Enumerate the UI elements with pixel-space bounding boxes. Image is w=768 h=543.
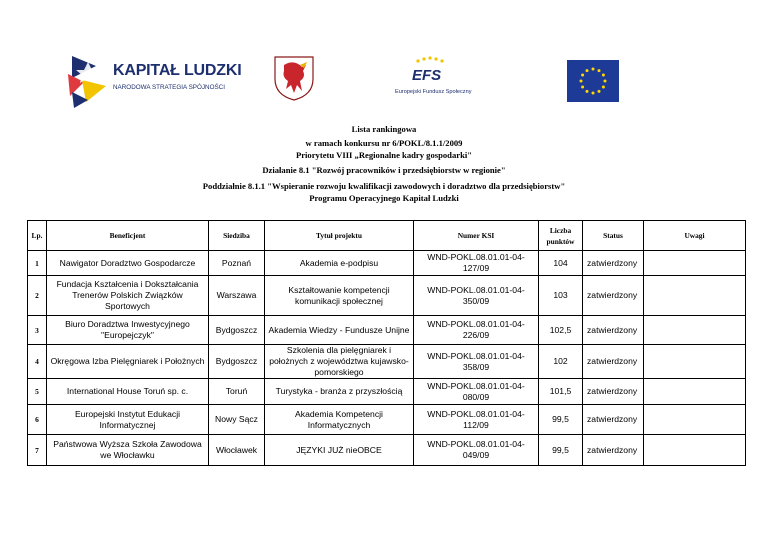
cell-lp: 3 [28,316,47,345]
col-header-lp: Lp. [28,221,47,251]
header-action: Działanie 8.1 "Rozwój pracowników i przedsiębiorstw w regionie" [262,165,506,175]
cell-tytul: Kształtowanie kompetencji komunikacji społecznej [265,276,414,316]
col-header-ksi: Numer KSI [414,221,539,251]
cell-beneficjent: Fundacja Kształcenia i Dokształcania Trenerów Polskich Związków Sportowych [47,276,209,316]
cell-tytul: JĘZYKI JUŻ nieOBCE [265,435,414,466]
cell-uwagi [644,405,746,435]
cell-uwagi [644,435,746,466]
header-competition: w ramach konkursu nr 6/POKL/8.1.1/2009 [305,138,463,148]
cell-status: zatwierdzony [583,379,644,405]
cell-status: zatwierdzony [583,435,644,466]
cell-beneficjent: Okręgowa Izba Pielęgniarek i Położnych [47,345,209,379]
cell-status: zatwierdzony [583,316,644,345]
col-header-tytul: Tytuł projektu [265,221,414,251]
cell-ksi: WND-POKL.08.01.01-04-350/09 [414,276,539,316]
cell-punkty: 99,5 [539,405,583,435]
efs-subtitle: Europejski Fundusz Społeczny [395,89,472,95]
cell-beneficjent: Biuro Doradztwa Inwestycyjnego "Europejczyk" [47,316,209,345]
header-subaction: Poddziałnie 8.1.1 "Wspieranie rozwoju kwalifikacji zawodowych i doradztwo dla przedsiębiorstw" [202,181,566,191]
cell-siedziba: Warszawa [209,276,265,316]
table-row [28,251,746,276]
eu-flag [567,60,619,102]
col-header-beneficjent: Beneficjent [47,221,209,251]
cell-ksi: WND-POKL.08.01.01-04-226/09 [414,316,539,345]
cell-ksi: WND-POKL.08.01.01-04-127/09 [414,251,539,276]
col-header-uwagi: Uwagi [644,221,746,251]
cell-siedziba: Nowy Sącz [209,405,265,435]
griffin-crest-icon [272,55,316,101]
cell-beneficjent: Nawigator Doradztwo Gospodarcze [47,251,209,276]
table-row [28,379,746,405]
cell-siedziba: Bydgoszcz [209,316,265,345]
cell-status: zatwierdzony [583,276,644,316]
kapital-ludzki-subtitle: NARODOWA STRATEGIA SPÓJNOŚCI [113,84,225,91]
ranking-table [27,220,746,466]
cell-punkty: 103 [539,276,583,316]
cell-punkty: 101,5 [539,379,583,405]
cell-beneficjent: Państwowa Wyższa Szkoła Zawodowa we Włocławku [47,435,209,466]
table-header-row [28,221,746,251]
cell-punkty: 99,5 [539,435,583,466]
cell-uwagi [644,379,746,405]
table-row [28,405,746,435]
cell-status: zatwierdzony [583,251,644,276]
cell-lp: 1 [28,251,47,276]
cell-siedziba: Toruń [209,379,265,405]
cell-punkty: 104 [539,251,583,276]
table-row [28,316,746,345]
header-title: Lista rankingowa [351,124,417,134]
efs-name: EFS [412,67,442,84]
cell-lp: 7 [28,435,47,466]
cell-ksi: WND-POKL.08.01.01-04-049/09 [414,435,539,466]
cell-beneficjent: International House Toruń sp. c. [47,379,209,405]
cell-tytul: Akademia Kompetencji Informatycznych [265,405,414,435]
cell-ksi: WND-POKL.08.01.01-04-080/09 [414,379,539,405]
kapital-ludzki-logo [66,52,242,108]
cell-tytul: Turystyka - branża z przyszłością [265,379,414,405]
header-priority: Priorytetu VIII „Regionalne kadry gospodarki" [295,150,473,160]
cell-siedziba: Poznań [209,251,265,276]
table-row [28,276,746,316]
cell-tytul: Akademia Wiedzy - Fundusze Unijne [265,316,414,345]
col-header-status: Status [583,221,644,251]
cell-lp: 4 [28,345,47,379]
cell-lp: 2 [28,276,47,316]
cell-status: zatwierdzony [583,345,644,379]
cell-punkty: 102 [539,345,583,379]
col-header-siedziba: Siedziba [209,221,265,251]
cell-tytul: Szkolenia dla pielęgniarek i położnych z województwa kujawsko-pomorskiego [265,345,414,379]
cell-lp: 5 [28,379,47,405]
cell-tytul: Akademia e-podpisu [265,251,414,276]
cell-punkty: 102,5 [539,316,583,345]
table-row [28,435,746,466]
cell-uwagi [644,276,746,316]
cell-uwagi [644,316,746,345]
cell-uwagi [644,251,746,276]
col-header-punkty: Liczba punktów [539,221,583,251]
cell-siedziba: Włocławek [209,435,265,466]
kapital-ludzki-name: KAPITAŁ LUDZKI [113,62,242,79]
cell-ksi: WND-POKL.08.01.01-04-358/09 [414,345,539,379]
cell-lp: 6 [28,405,47,435]
eu-stars-icon [567,60,619,102]
kapital-ludzki-emblem-icon [66,52,112,108]
cell-siedziba: Bydgoszcz [209,345,265,379]
cell-beneficjent: Europejski Instytut Edukacji Informatycznej [47,405,209,435]
header-programme: Programu Operacyjnego Kapitał Ludzki [309,193,459,203]
cell-status: zatwierdzony [583,405,644,435]
cell-uwagi [644,345,746,379]
cell-ksi: WND-POKL.08.01.01-04-112/09 [414,405,539,435]
efs-logo [390,55,470,101]
regional-crest-logo [272,55,316,101]
table-row [28,345,746,379]
